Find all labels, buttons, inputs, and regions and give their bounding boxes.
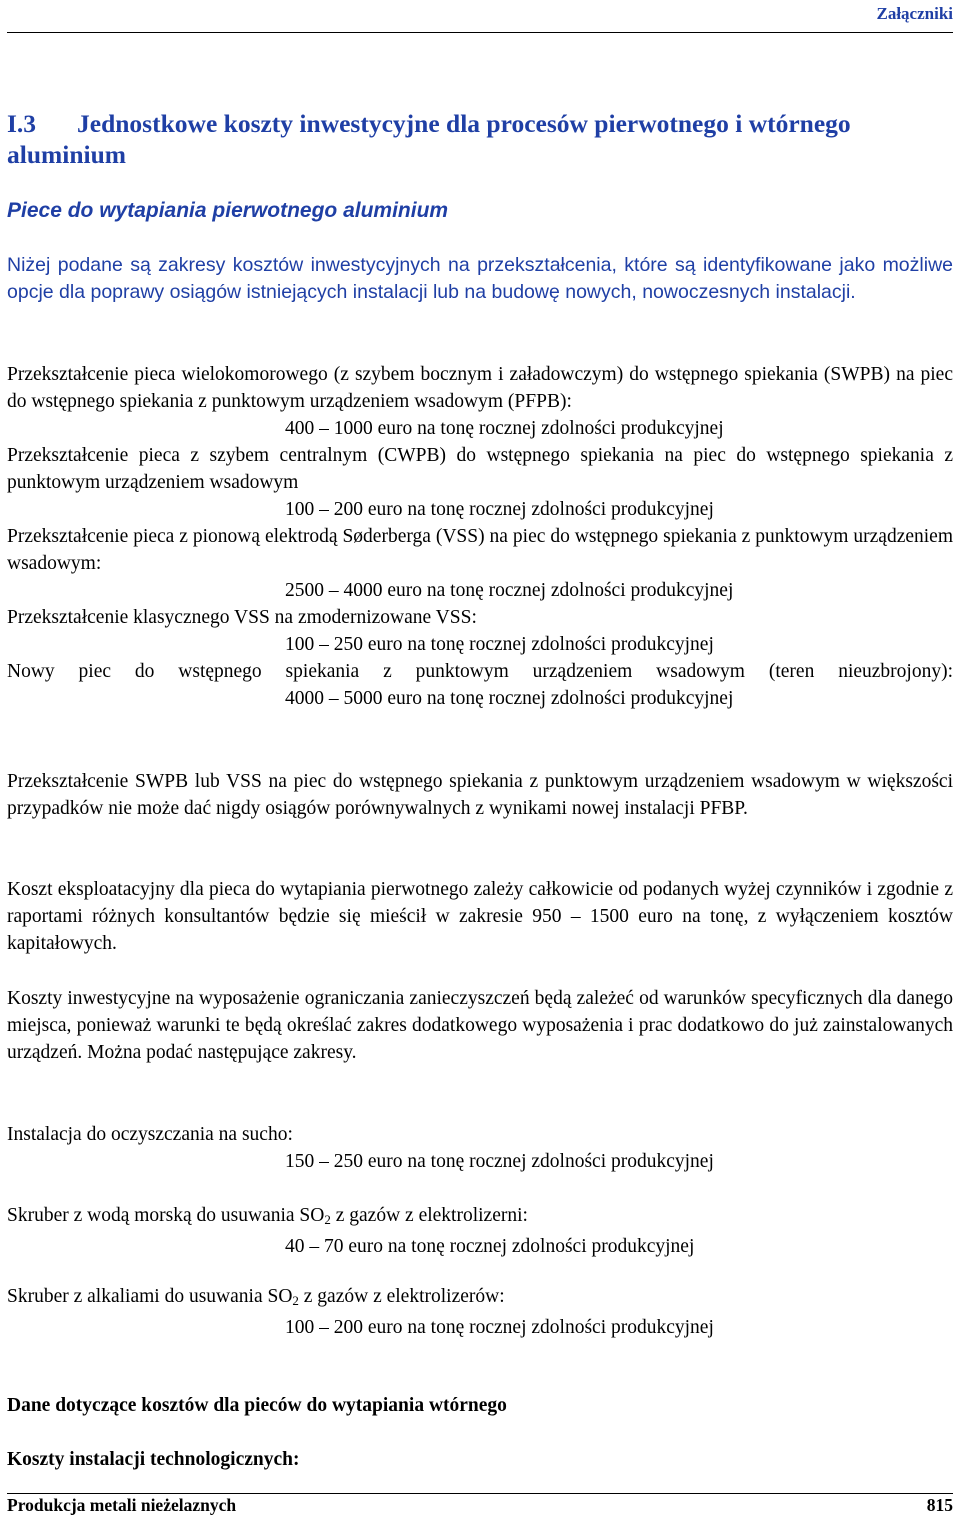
footer-title: Produkcja metali nieżelaznych bbox=[7, 1495, 237, 1515]
equipment-cost: 100 – 200 euro na tonę rocznej zdolności produkcyjnej bbox=[285, 1317, 714, 1338]
conversion-cost: 400 – 1000 euro na tonę rocznej zdolności produkcyjnej bbox=[285, 418, 724, 439]
document-page bbox=[7, 0, 953, 1518]
section-header: Załączniki bbox=[876, 4, 953, 23]
conversion-cost: 100 – 250 euro na tonę rocznej zdolności produkcyjnej bbox=[285, 634, 714, 655]
equipment-item bbox=[7, 1283, 953, 1341]
paragraph-2: Koszt eksploatacyjny dla pieca do wytapiania pierwotnego zależy całkowicie od podanych wyżej czynników i zgodnie z raportami różnych konsultantów będzie się mieścił w zakresie 950 – 1500 euro na tonę, z wyłączeniem kosztów kapitałowych. bbox=[7, 879, 953, 954]
equipment-item bbox=[7, 1202, 953, 1260]
conversion-desc: Przekształcenie klasycznego VSS na zmodernizowane VSS: bbox=[7, 607, 477, 628]
equipment-desc: Instalacja do oczyszczania na sucho: bbox=[7, 1124, 293, 1145]
paragraph-1: Przekształcenie SWPB lub VSS na piec do wstępnego spiekania z punktowym urządzeniem wsadowym w większości przypadków nie może dać nigdy osiągów porównywalnych z wynikami nowej instalacji PFBP. bbox=[7, 771, 953, 819]
intro-paragraph: Niżej podane są zakresy kosztów inwestycyjnych na przekształcenia, które są identyfikowane jako możliwe opcje dla poprawy osiągów istniejących instalacji lub na budowę nowych, nowoczesnych instalacji. bbox=[7, 254, 953, 303]
equipment-cost: 40 – 70 euro na tonę rocznej zdolności produkcyjnej bbox=[285, 1236, 695, 1257]
conversion-desc: Przekształcenie pieca z szybem centralnym (CWPB) do wstępnego spiekania na piec do wstępnego spiekania z punktowym urządzeniem wsadowym bbox=[7, 445, 953, 493]
conversions-list bbox=[7, 361, 953, 712]
section-number: I.3 bbox=[7, 109, 37, 138]
equipment-desc: Skruber z alkaliami do usuwania $SO_2$ z gazów z elektrolizerów: bbox=[7, 1286, 505, 1308]
paragraph-3: Koszty inwestycyjne na wyposażenie ograniczania zanieczyszczeń będą zależeć od warunków specyficznych dla danego miejsca, ponieważ warunki te będą określać zakres dodatkowego wyposażenia i prac dodatkowo do już zainstalowanych urządzeń. Można podać następujące zakresy. bbox=[7, 988, 953, 1063]
conversion-desc: Przekształcenie pieca z pionową elektrodą Søderberga (VSS) na piec do wstępnego spiekania z punktowym urządzeniem wsadowym: bbox=[7, 526, 953, 574]
page-number: 815 bbox=[926, 1495, 953, 1515]
process-heading: Koszty instalacji technologicznych: bbox=[7, 1449, 300, 1470]
section-title-text: Jednostkowe koszty inwestycyjne dla procesów pierwotnego i wtórnego aluminium bbox=[7, 109, 851, 169]
secondary-heading: Dane dotyczące kosztów dla pieców do wytapiania wtórnego bbox=[7, 1395, 507, 1416]
footer-rule bbox=[7, 1493, 953, 1494]
conversion-desc: Nowy piec do wstępnego spiekania z punktowym urządzeniem wsadowym (teren nieuzbrojony): bbox=[7, 661, 953, 682]
equipment-cost: 150 – 250 euro na tonę rocznej zdolności produkcyjnej bbox=[285, 1151, 714, 1172]
section-title bbox=[7, 108, 953, 170]
header-rule bbox=[7, 32, 953, 33]
conversion-desc: Przekształcenie pieca wielokomorowego (z szybem bocznym i załadowczym) do wstępnego spiekania (SWPB) na piec do wstępnego spiekania z punktowym urządzeniem wsadowym (PFPB): bbox=[7, 364, 953, 412]
equipment-item bbox=[7, 1121, 953, 1175]
subsection-title: Piece do wytapiania pierwotnego aluminium bbox=[7, 199, 449, 222]
conversion-cost: 4000 – 5000 euro na tonę rocznej zdolności produkcyjnej bbox=[285, 688, 734, 709]
conversion-cost: 100 – 200 euro na tonę rocznej zdolności produkcyjnej bbox=[285, 499, 714, 520]
conversion-cost: 2500 – 4000 euro na tonę rocznej zdolności produkcyjnej bbox=[285, 580, 734, 601]
equipment-desc: Skruber z wodą morską do usuwania $SO_2$ z gazów z elektrolizerni: bbox=[7, 1205, 528, 1227]
